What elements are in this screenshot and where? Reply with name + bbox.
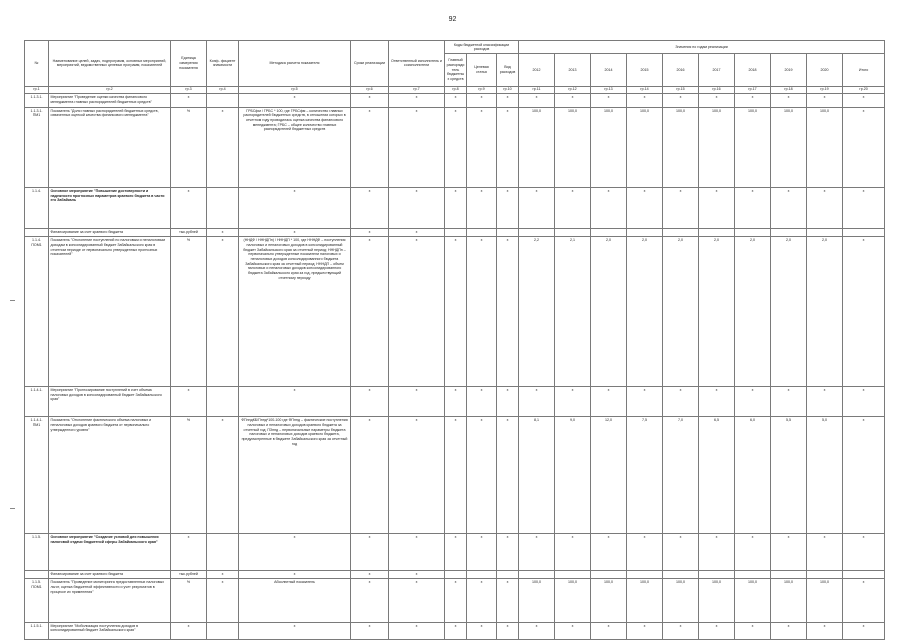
header-coef: Коэф- фициент значимости — [207, 41, 239, 87]
row-value: х — [771, 94, 807, 107]
header-year: 2014 — [591, 54, 627, 86]
row-value: 100,0 — [771, 107, 807, 187]
row-number: 1.1.3.1. — [25, 94, 49, 107]
row-term: х — [351, 622, 389, 639]
row-target: х — [467, 622, 497, 639]
row-value: х — [591, 534, 627, 571]
row-value: 2,0 — [771, 237, 807, 386]
row-value: 100,0 — [519, 107, 555, 187]
row-method: х — [239, 229, 351, 237]
column-number: гр.6 — [351, 86, 389, 94]
row-method: Абсолютный показатель — [239, 579, 351, 622]
row-target: х — [467, 237, 497, 386]
row-value: х — [663, 187, 699, 228]
row-value — [699, 229, 735, 237]
row-coef: х — [207, 229, 239, 237]
header-year: 2018 — [735, 54, 771, 86]
header-no: № — [25, 41, 49, 87]
row-name: Мероприятие "Мобилизация поступления доходов в консолидированный бюджет Забайкальского края" — [49, 622, 171, 639]
row-value: х — [843, 622, 885, 639]
row-value: х — [519, 94, 555, 107]
row-executor: х — [389, 229, 445, 237]
row-name: Мероприятие "Прогнозирование поступлений в счет объема налоговых доходов в консолидированный бюджет Забайкальского края" — [49, 386, 171, 416]
row-coef: х — [207, 107, 239, 187]
row-target: х — [467, 386, 497, 416]
row-name: Мероприятие "Проведение оценки качества финансового менеджмента главных распорядителей бюджетных средств" — [49, 94, 171, 107]
row-value: х — [663, 534, 699, 571]
row-value: 100,0 — [591, 579, 627, 622]
header-term: Сроки реализации — [351, 41, 389, 87]
header-type: Вид расходов — [497, 54, 519, 86]
row-value — [843, 570, 885, 578]
row-number: 1.1.4.1. ПМ1 — [25, 417, 49, 534]
row-term: х — [351, 237, 389, 386]
row-value: 2,0 — [663, 237, 699, 386]
table-row — [25, 622, 885, 639]
row-value: х — [771, 534, 807, 571]
row-value: 100,0 — [735, 579, 771, 622]
row-admin: х — [445, 622, 467, 639]
row-value: 9,0 — [555, 417, 591, 534]
row-name: Показатель "Доля главных распорядителей бюджетных средств, охваченных оценкой качества финансового менеджмента" — [49, 107, 171, 187]
row-value: х — [771, 187, 807, 228]
row-value: х — [699, 622, 735, 639]
row-target: х — [467, 107, 497, 187]
row-value: х — [519, 386, 555, 416]
row-value: х — [843, 386, 885, 416]
page-number: 92 — [448, 16, 457, 23]
column-number: гр.1 — [25, 86, 49, 94]
row-target: х — [467, 534, 497, 571]
row-value: 2,0 — [807, 237, 843, 386]
row-unit: % — [171, 237, 207, 386]
row-value: х — [699, 386, 735, 416]
column-number: гр.13 — [591, 86, 627, 94]
row-value — [627, 570, 663, 578]
table-row — [25, 579, 885, 622]
row-value: х — [555, 94, 591, 107]
row-value: х — [663, 94, 699, 107]
row-value — [591, 229, 627, 237]
row-value: х — [807, 94, 843, 107]
row-value: 100,0 — [771, 579, 807, 622]
row-executor: х — [389, 187, 445, 228]
table-row — [25, 94, 885, 107]
row-type: х — [497, 534, 519, 571]
row-coef: х — [207, 570, 239, 578]
row-value: 6,0 — [735, 417, 771, 534]
row-executor: х — [389, 417, 445, 534]
row-method: х — [239, 94, 351, 107]
row-value: х — [843, 94, 885, 107]
row-unit: х — [171, 622, 207, 639]
row-value: 100,0 — [663, 579, 699, 622]
row-value — [735, 229, 771, 237]
row-executor: х — [389, 622, 445, 639]
row-value: 12,0 — [591, 417, 627, 534]
row-value: х — [519, 187, 555, 228]
row-value: 100,0 — [555, 579, 591, 622]
column-number: гр.9 — [467, 86, 497, 94]
row-value: х — [627, 534, 663, 571]
program-table — [24, 40, 885, 640]
row-method: х — [239, 386, 351, 416]
column-number: гр.4 — [207, 86, 239, 94]
table-row — [25, 229, 885, 237]
row-value: 100,0 — [519, 579, 555, 622]
header-year: 2013 — [555, 54, 591, 86]
row-target — [467, 570, 497, 578]
row-value: х — [591, 187, 627, 228]
row-coef: х — [207, 417, 239, 534]
row-value: 100,0 — [699, 107, 735, 187]
table-row — [25, 570, 885, 578]
row-method: х — [239, 622, 351, 639]
row-method: х — [239, 534, 351, 571]
row-number: 1.1.4.1. — [25, 386, 49, 416]
row-value: х — [735, 534, 771, 571]
row-number: 1.1.5.1. — [25, 622, 49, 639]
row-value — [555, 570, 591, 578]
row-value — [627, 229, 663, 237]
header-target: Целевая статья — [467, 54, 497, 86]
row-admin — [445, 229, 467, 237]
row-term: х — [351, 579, 389, 622]
header-executor: Ответственный исполнитель и соисполнители — [389, 41, 445, 87]
row-name: Показатель "Проведение мониторинга предоставленных налоговых льгот, оценка бюджетной эффективности и учет результатов в процессе их применения" — [49, 579, 171, 622]
row-term: х — [351, 570, 389, 578]
row-method: ФПнндКБ/Пннд*100-100 где ФПннд – фактические поступления налоговых и неналоговых доходов краевого бюджета за отчетный год; ПЗннд – первоначальные параметры бюджета налоговых и неналоговых доходов краевого бюджета, предусмотренные в бюджете Забайкальского края за отчетный год — [239, 417, 351, 534]
row-type: х — [497, 386, 519, 416]
row-value: х — [627, 386, 663, 416]
row-term: х — [351, 94, 389, 107]
column-number: гр.8 — [445, 86, 467, 94]
row-value: х — [591, 94, 627, 107]
row-value — [519, 570, 555, 578]
row-value: х — [591, 622, 627, 639]
row-type: х — [497, 94, 519, 107]
row-value: 100,0 — [627, 107, 663, 187]
row-unit: х — [171, 386, 207, 416]
header-year: Итого — [843, 54, 885, 86]
table-row — [25, 187, 885, 228]
row-value — [663, 570, 699, 578]
header-year: 2020 — [807, 54, 843, 86]
table-row — [25, 107, 885, 187]
row-name: Показатель "Отклонение поступлений по налоговым и неналоговым доходам в консолидированный бюджет Забайкальского края в отчетном периоде от первоначально утвержденных прогнозных показателей" — [49, 237, 171, 386]
row-coef — [207, 94, 239, 107]
row-value — [519, 229, 555, 237]
row-type: х — [497, 237, 519, 386]
row-term: х — [351, 386, 389, 416]
row-value: х — [735, 622, 771, 639]
row-target — [467, 229, 497, 237]
row-value: х — [699, 94, 735, 107]
scan-mark — [10, 300, 15, 301]
column-number: гр.14 — [627, 86, 663, 94]
row-name: Показатель "Отклонение фактического объема налоговых и неналоговых доходов краевого бюджета от первоначально утвержденного уровня" — [49, 417, 171, 534]
row-unit: % — [171, 417, 207, 534]
row-unit: х — [171, 534, 207, 571]
header-method: Методика расчета показателя — [239, 41, 351, 87]
table-row — [25, 237, 885, 386]
row-type: х — [497, 417, 519, 534]
row-number: 1.1.3.1. ПМ1 — [25, 107, 49, 187]
row-executor: х — [389, 386, 445, 416]
row-term: х — [351, 534, 389, 571]
row-value: х — [519, 622, 555, 639]
row-value: х — [519, 534, 555, 571]
row-value: х — [843, 579, 885, 622]
row-number — [25, 570, 49, 578]
row-value: х — [555, 534, 591, 571]
row-type: х — [497, 579, 519, 622]
header-values: Значения по годам реализации — [519, 41, 885, 54]
row-unit: х — [171, 94, 207, 107]
row-admin: х — [445, 107, 467, 187]
row-value: 100,0 — [807, 107, 843, 187]
row-admin: х — [445, 187, 467, 228]
row-value: х — [807, 386, 843, 416]
row-value: х — [843, 107, 885, 187]
row-target: х — [467, 579, 497, 622]
row-value: х — [591, 386, 627, 416]
row-name: Основное мероприятие "Создание условий для повышения налоговой отдачи бюджетной сферы Забайкальского края" — [49, 534, 171, 571]
row-type: х — [497, 187, 519, 228]
column-number: гр.2 — [49, 86, 171, 94]
row-value: 100,0 — [663, 107, 699, 187]
header-year: 2015 — [627, 54, 663, 86]
row-value: х — [663, 386, 699, 416]
row-coef: х — [207, 237, 239, 386]
row-type: х — [497, 622, 519, 639]
column-number: гр.15 — [663, 86, 699, 94]
column-number: гр.11 — [519, 86, 555, 94]
row-value — [771, 570, 807, 578]
row-unit: % — [171, 579, 207, 622]
row-value: х — [807, 534, 843, 571]
row-value — [591, 570, 627, 578]
header-year: 2019 — [771, 54, 807, 86]
row-value: х — [843, 187, 885, 228]
column-number: гр.5 — [239, 86, 351, 94]
row-unit: тыс.рублей — [171, 570, 207, 578]
row-method: ГРБСфм / ГРБС * 100, где ГРБСфм – количество главных распорядителей бюджетных средств, в отношении которых в отчетном году проводилась оценка качества финансового менеджмента; ГРБС – общее количество главных распорядителей бюджетных средств — [239, 107, 351, 187]
row-value: х — [807, 187, 843, 228]
column-number: гр.20 — [843, 86, 885, 94]
row-target: х — [467, 94, 497, 107]
row-value — [807, 570, 843, 578]
row-value: 2,0 — [735, 237, 771, 386]
row-value: х — [555, 622, 591, 639]
row-value: 6,5 — [699, 417, 735, 534]
row-number: 1.1.5. — [25, 534, 49, 571]
row-unit: тыс.рублей — [171, 229, 207, 237]
row-value — [555, 229, 591, 237]
row-value: 2,0 — [591, 237, 627, 386]
row-term: х — [351, 187, 389, 228]
row-value: х — [843, 534, 885, 571]
row-coef — [207, 534, 239, 571]
row-value: х — [735, 94, 771, 107]
header-admin: Главный распорядитель бюджетных средств — [445, 54, 467, 86]
table-row — [25, 417, 885, 534]
row-value: х — [735, 386, 771, 416]
table-row — [25, 534, 885, 571]
row-unit: % — [171, 107, 207, 187]
row-name: Основное мероприятие "Повышение достоверности и надежности прогнозных параметров краевого бюджета в части его Забайкаль — [49, 187, 171, 228]
row-value: х — [771, 622, 807, 639]
row-value: х — [699, 534, 735, 571]
row-name: Финансирование за счет краевого бюджета — [49, 229, 171, 237]
row-value — [699, 570, 735, 578]
row-target: х — [467, 187, 497, 228]
column-number: гр.3 — [171, 86, 207, 94]
row-value: х — [555, 187, 591, 228]
row-value — [663, 229, 699, 237]
column-number: гр.18 — [771, 86, 807, 94]
row-executor: х — [389, 107, 445, 187]
scan-mark — [10, 508, 15, 509]
row-value: х — [555, 386, 591, 416]
row-admin: х — [445, 534, 467, 571]
row-value: х — [843, 417, 885, 534]
row-value — [807, 229, 843, 237]
row-value: 100,0 — [627, 579, 663, 622]
row-executor: х — [389, 579, 445, 622]
row-target: х — [467, 417, 497, 534]
header-unit: Единица измерения показателя — [171, 41, 207, 87]
row-number: 1.1.4. — [25, 187, 49, 228]
row-method: (ННДФ / НННДПп) / НННДП * 100, где НННДФ – поступления налоговых и неналоговых доходов в консолидированный бюджет Забайкальского края за отчетный период; НННДПп – первоначально утвержденные показатели налоговых и неналоговых доходов консолидированного бюджета Забайкальского края за отчетный период; НННДП – объем налоговых и неналоговых доходов консолидированного бюджета Забайкальского края за год, предшествующий отчетному периоду — [239, 237, 351, 386]
row-term: х — [351, 417, 389, 534]
row-method: х — [239, 187, 351, 228]
header-row-1 — [25, 41, 885, 54]
row-term: х — [351, 229, 389, 237]
header-year: 2016 — [663, 54, 699, 86]
row-admin: х — [445, 94, 467, 107]
row-executor: х — [389, 534, 445, 571]
row-value: х — [627, 187, 663, 228]
table-row — [25, 386, 885, 416]
header-budget-codes: Коды бюджетной классификации расходов — [445, 41, 519, 54]
row-value: х — [627, 94, 663, 107]
header-name: Наименование целей, задач, подпрограмм, основных мероприятий, мероприятий, ведомственных целевых программ, показателей — [49, 41, 171, 87]
row-value: х — [735, 187, 771, 228]
row-value: 100,0 — [555, 107, 591, 187]
row-value: 2,0 — [627, 237, 663, 386]
row-type — [497, 229, 519, 237]
row-value: 5,5 — [771, 417, 807, 534]
row-coef — [207, 386, 239, 416]
column-numbers-row — [25, 86, 885, 94]
row-value: 7,0 — [663, 417, 699, 534]
column-number: гр.17 — [735, 86, 771, 94]
row-executor: х — [389, 237, 445, 386]
column-number: гр.12 — [555, 86, 591, 94]
row-term: х — [351, 107, 389, 187]
row-value — [735, 570, 771, 578]
header-year: 2012 — [519, 54, 555, 86]
row-coef — [207, 187, 239, 228]
row-value: х — [843, 237, 885, 386]
row-method: х — [239, 570, 351, 578]
row-value: 100,0 — [591, 107, 627, 187]
row-coef — [207, 622, 239, 639]
row-value: х — [627, 622, 663, 639]
row-value: х — [663, 622, 699, 639]
row-value: 5,0 — [807, 417, 843, 534]
row-value: 2,1 — [555, 237, 591, 386]
row-number: 1.1.5. ПОМ1 — [25, 579, 49, 622]
column-number: гр.19 — [807, 86, 843, 94]
row-admin: х — [445, 237, 467, 386]
row-executor: х — [389, 94, 445, 107]
row-number — [25, 229, 49, 237]
column-number: гр.16 — [699, 86, 735, 94]
row-value: 100,0 — [807, 579, 843, 622]
row-name: Финансирование за счет краевого бюджета — [49, 570, 171, 578]
row-value: 100,0 — [735, 107, 771, 187]
row-admin: х — [445, 386, 467, 416]
row-value: х — [807, 622, 843, 639]
row-value: х — [699, 187, 735, 228]
row-type: х — [497, 107, 519, 187]
row-admin: х — [445, 579, 467, 622]
row-admin: х — [445, 417, 467, 534]
row-value: 2,0 — [699, 237, 735, 386]
row-number: 1.1.4. ПОМ1 — [25, 237, 49, 386]
row-type — [497, 570, 519, 578]
row-unit: х — [171, 187, 207, 228]
row-value — [843, 229, 885, 237]
row-executor: х — [389, 570, 445, 578]
row-value: 7,5 — [627, 417, 663, 534]
header-year: 2017 — [699, 54, 735, 86]
row-value — [771, 229, 807, 237]
row-value: 100,0 — [699, 579, 735, 622]
row-coef: х — [207, 579, 239, 622]
row-admin — [445, 570, 467, 578]
column-number: гр.10 — [497, 86, 519, 94]
row-value: 2,2 — [519, 237, 555, 386]
row-value: 8,1 — [519, 417, 555, 534]
row-value: х — [771, 386, 807, 416]
column-number: гр.7 — [389, 86, 445, 94]
